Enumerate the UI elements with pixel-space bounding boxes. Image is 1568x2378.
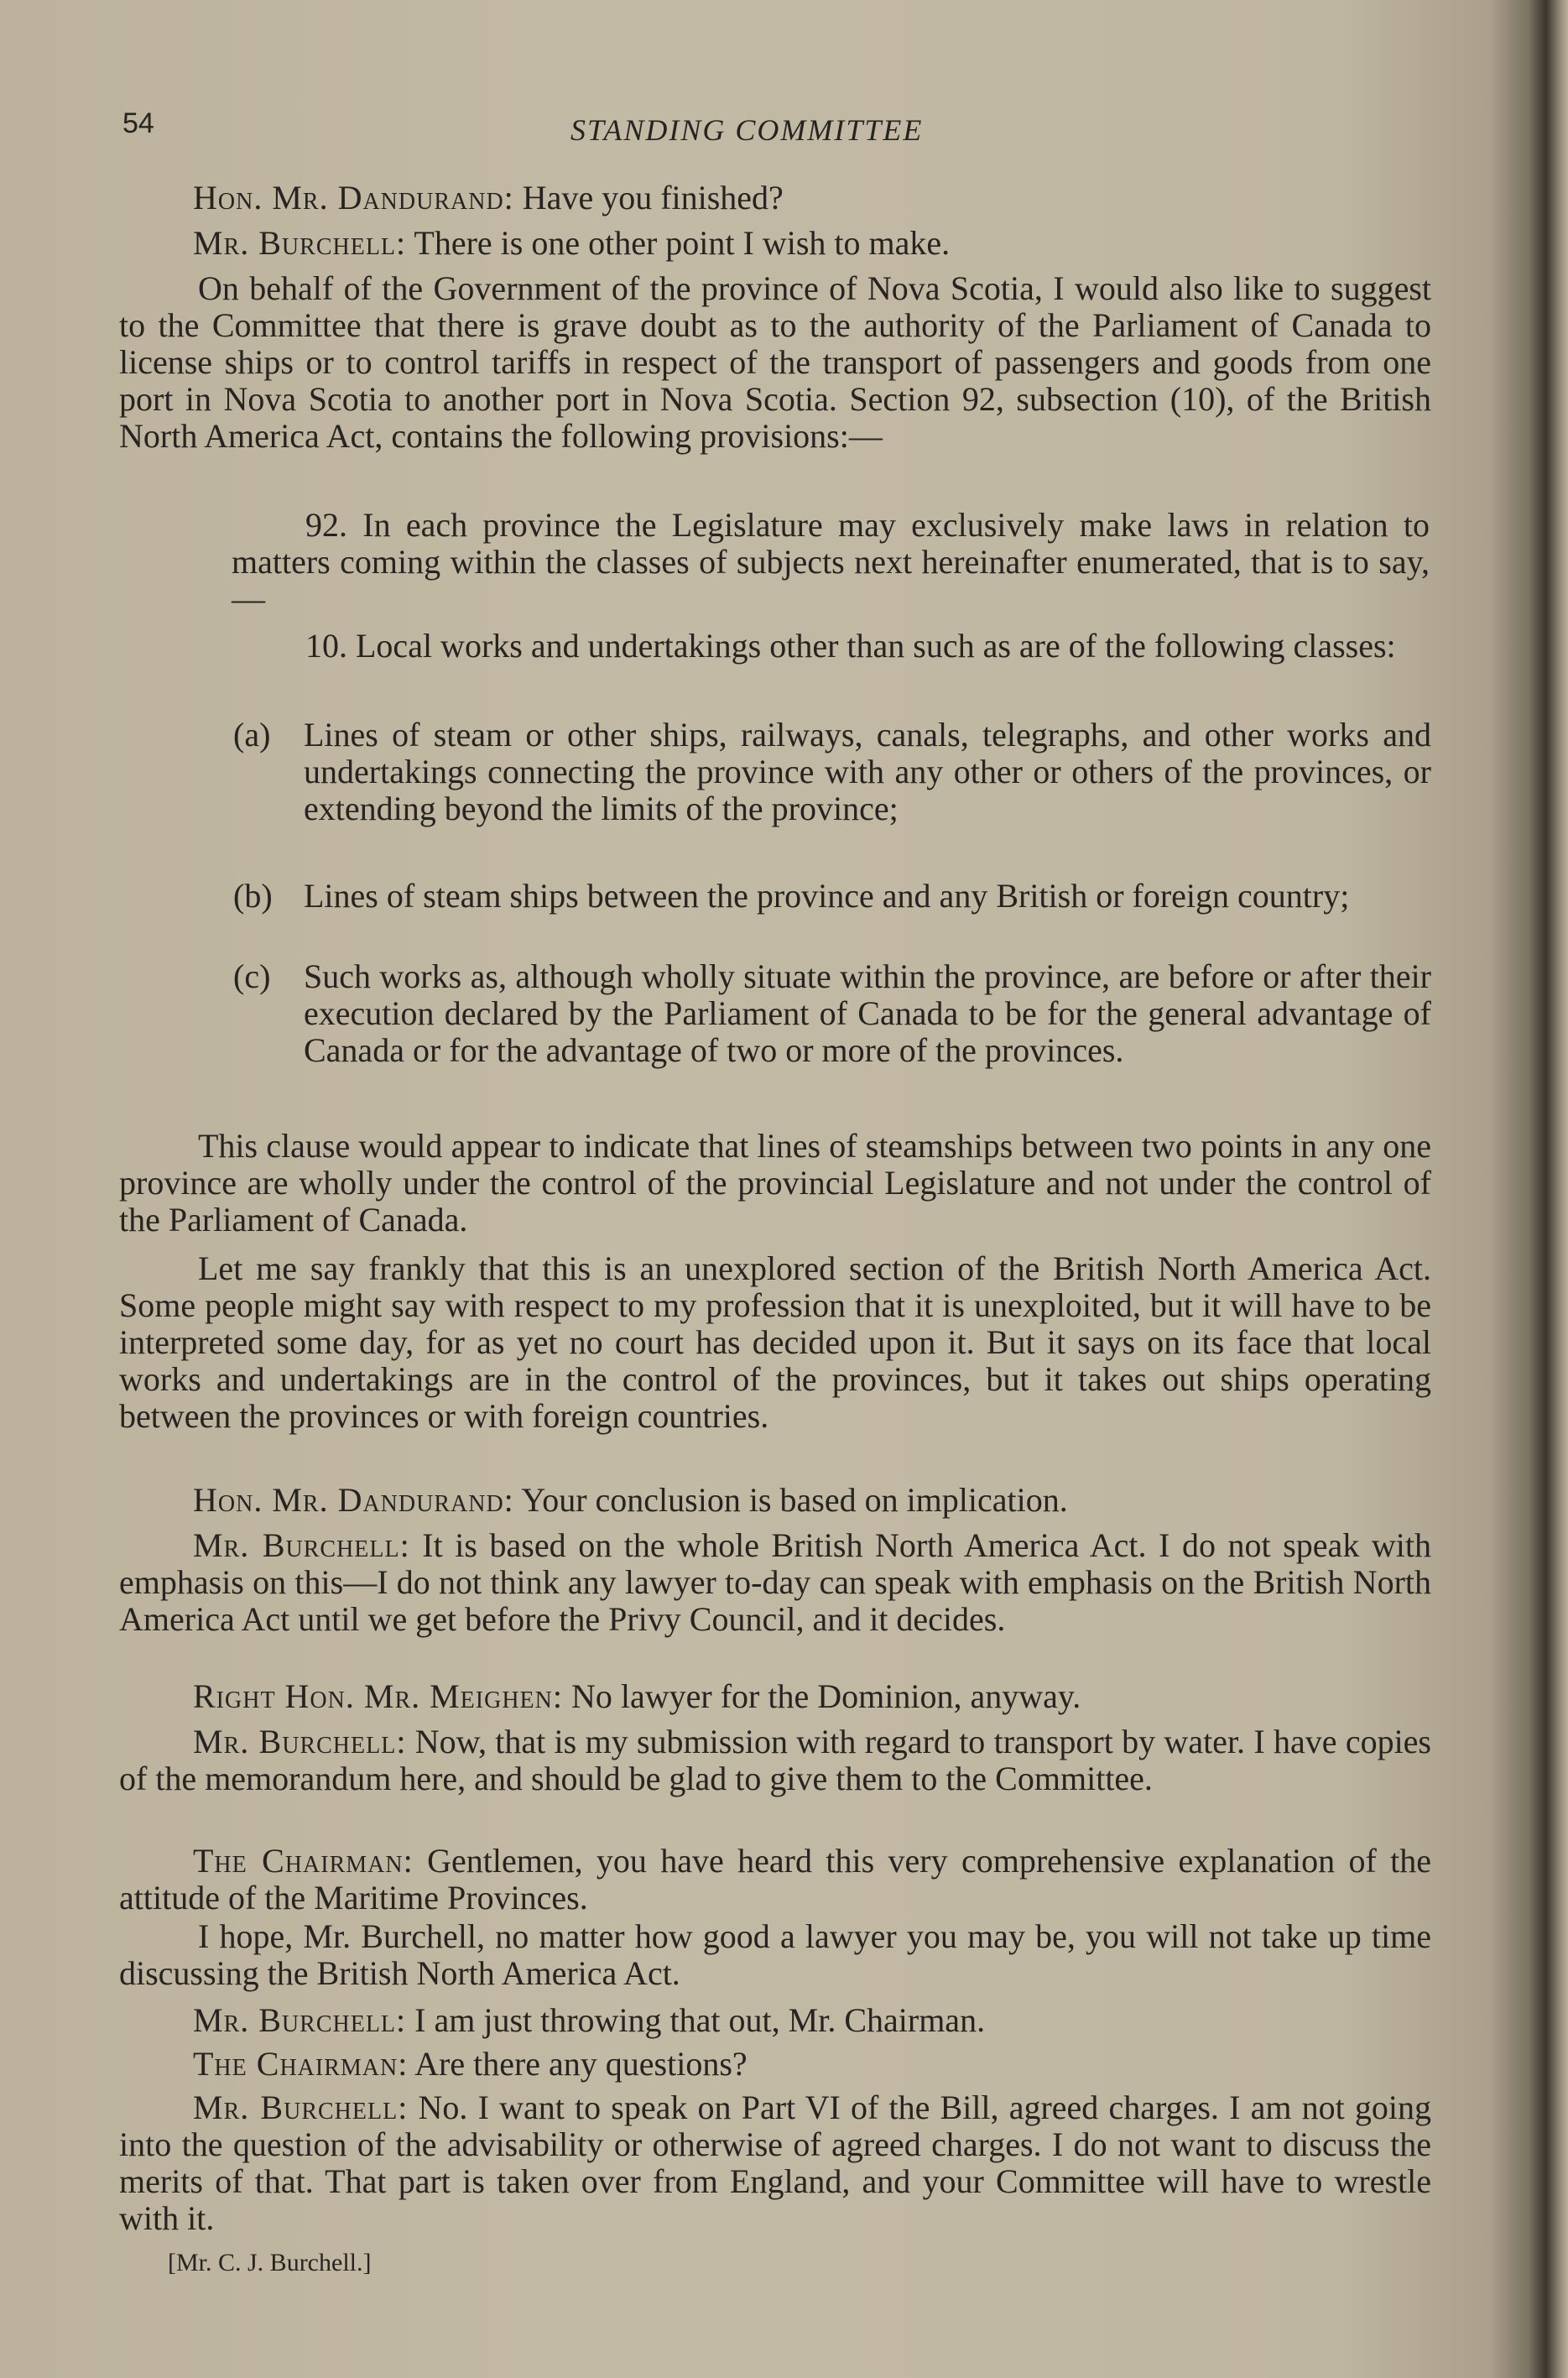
- footer-attribution: [Mr. C. J. Burchell.]: [168, 2249, 372, 2276]
- speaker-name: Hon. Mr. Dandurand:: [193, 1481, 514, 1519]
- speaker-name: Hon. Mr. Dandurand:: [193, 179, 514, 216]
- speaker-name: The Chairman:: [193, 1842, 414, 1880]
- list-item: [233, 717, 1431, 827]
- speaker-name: Mr. Burchell:: [193, 224, 407, 262]
- running-head: STANDING COMMITTEE: [570, 113, 924, 147]
- quoted-paragraph: 92. In each province the Legislature may exclusively make laws in relation to matters coming within the classes of subjects next hereinafter enumerated, that is to say,—: [232, 506, 1430, 618]
- speech-text: No lawyer for the Dominion, anyway.: [571, 1677, 1081, 1715]
- speech-paragraph: [119, 1843, 1431, 1916]
- speaker-name: Right Hon. Mr. Meighen:: [193, 1677, 563, 1715]
- list-item: [233, 878, 1431, 915]
- speech-text: It is based on the whole British North America Act. I do not speak with emphasis on this—I do not think any lawyer to-day can speak with emphasis on the British North America Act until we get before the Privy Council, and it decides.: [119, 1526, 1431, 1638]
- list-item-label: (b): [233, 877, 273, 915]
- page-number: 54: [122, 107, 154, 139]
- speaker-name: Mr. Burchell:: [193, 1526, 410, 1564]
- speech-text: There is one other point I wish to make.: [414, 224, 951, 262]
- speech-paragraph: [119, 2046, 1431, 2083]
- speech-paragraph: [119, 1482, 1431, 1519]
- speech-text: No. I want to speak on Part VI of the Bill, agreed charges. I am not going into the question of the advisability or otherwise of agreed charges. I do not want to discuss the merits of that. That part is taken over from England, and your Committee will have to wrestle with it.: [119, 2089, 1432, 2237]
- speech-paragraph: [119, 1678, 1431, 1715]
- speech-paragraph: [193, 180, 1431, 216]
- speech-text: Gentlemen, you have heard this very comprehensive explanation of the attitude of the Maritime Provinces.: [119, 1842, 1431, 1916]
- speech-paragraph: [119, 1527, 1431, 1638]
- body-paragraph: On behalf of the Government of the province of Nova Scotia, I would also like to suggest to the Committee that there is grave doubt as to the authority of the Parliament of Canada to license ships or to control tariffs in respect of the transport of passengers and goods from one port in Nova Scotia to another port in Nova Scotia. Section 92, subsection (10), of the British North America Act, contains the following provisions:—: [119, 269, 1431, 455]
- speech-paragraph: [193, 225, 1431, 262]
- speech-text: Are there any questions?: [414, 2045, 748, 2083]
- list-item-label: (a): [233, 716, 271, 754]
- speaker-name: The Chairman:: [193, 2045, 409, 2083]
- list-item: [233, 958, 1431, 1069]
- speaker-name: Mr. Burchell:: [193, 2001, 407, 2039]
- speech-text: Your conclusion is based on implication.: [521, 1481, 1068, 1519]
- speaker-name: Mr. Burchell:: [193, 1723, 407, 1760]
- speech-paragraph: [119, 2089, 1431, 2237]
- speaker-name: Mr. Burchell:: [193, 2089, 409, 2126]
- body-paragraph: Let me say frankly that this is an unexplored section of the British North America Act. Some people might say with respect to my profession that it is unexploited, but it will have to be interpreted some day, for as yet no court has decided upon it. But it says on its face that local works and undertakings are in the control of the provinces, but it takes out ships operating between the provinces or with foreign countries.: [119, 1249, 1431, 1435]
- speech-text: I am just throwing that out, Mr. Chairman.: [414, 2001, 986, 2039]
- speech-text: Have you finished?: [522, 179, 784, 216]
- speech-paragraph: [119, 2002, 1431, 2039]
- list-item-text: Lines of steam ships between the province and any British or foreign country;: [304, 877, 1350, 915]
- speech-text: Now, that is my submission with regard to transport by water. I have copies of the memorandum here, and should be glad to give them to the Committee.: [119, 1723, 1432, 1797]
- body-paragraph: I hope, Mr. Burchell, no matter how good a lawyer you may be, you will not take up time discussing the British North America Act.: [119, 1917, 1431, 1992]
- speech-paragraph: [119, 1724, 1431, 1797]
- quoted-paragraph: 10. Local works and undertakings other than such as are of the following classes:: [305, 627, 1396, 665]
- list-item-text: Lines of steam or other ships, railways, canals, telegraphs, and other works and undertakings connecting the province with any other or others of the provinces, or extending beyond the limits of the province;: [304, 716, 1431, 827]
- list-item-text: Such works as, although wholly situate within the province, are before or after their execution declared by the Parliament of Canada to be for the general advantage of Canada or for the advantage of two or more of the provinces.: [304, 957, 1431, 1069]
- list-item-label: (c): [233, 957, 271, 995]
- body-paragraph: This clause would appear to indicate that lines of steamships between two points in any one province are wholly under the control of the provincial Legislature and not under the control of the Parliament of Canada.: [119, 1127, 1431, 1239]
